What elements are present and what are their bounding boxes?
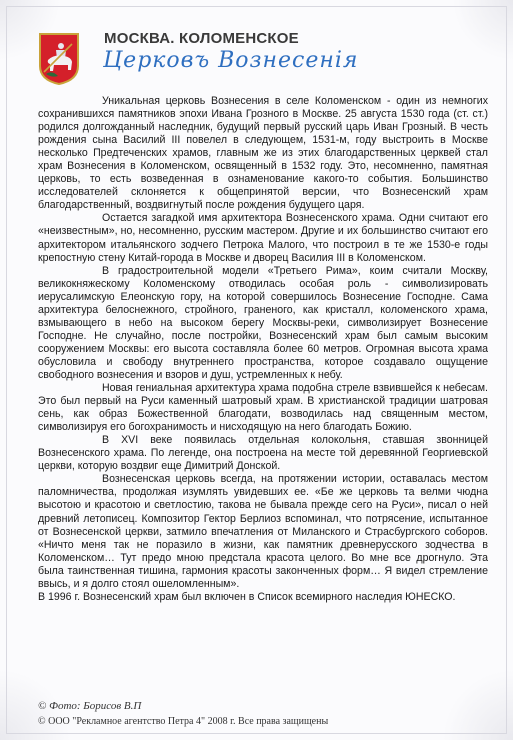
paragraph-2: Остается загадкой имя архитектора Вознесенского храма. Одни считают его «неизвестным», но, несомненно, русским мастером. Другие и их большинство считают его архитектором итальянского зодчего Петрока Малого, что построил в те же 1530-е годы крепостную стену Китай-города в Москве и дворец Василия III в Коломенском. bbox=[38, 212, 488, 264]
church-title: Церковъ Вознесенія bbox=[103, 48, 359, 73]
photo-credit: © Фото: Борисов В.П bbox=[38, 700, 142, 712]
paragraph-1: Уникальная церковь Вознесения в селе Коломенском - один из немногих сохранившихся памятников эпохи Ивана Грозного в Москве. 25 августа 1530 года (ст. ст.) родился долгожданный наследник, будущий первый русский царь Иван Грозный. В честь рождения сына Василий III повелел в следующем, 1531-м, году выстроить в Москве несколько Предтеченских храмов, главным же из этих благодарственных церквей стал храм Вознесения в Коломенском, освященный в 1532 году. Это, несомненно, памятная церковь, то есть возведенная в ознаменование какого-то события. Большинство исследователей склоняется к общепринятой версии, что Вознесенский храм благодарственный, воздвигнутый после рождения будущего царя. bbox=[38, 95, 488, 212]
city-heading: МОСКВА. КОЛОМЕНСКОЕ bbox=[104, 30, 299, 47]
paragraph-3: В градостроительной модели «Третьего Рима», коим считали Москву, великокняжескому Коломенскому отводилась особая роль - символизировать иерусалимскую Елеонскую гору, на которой совершилось Вознесение Господне. Сама архитектура белоснежного, стройного, граненого, как кристалл, коломенского храма, взмывающего в небо на высоком берегу Москвы-реки, символизирует Вознесение Господне. Не случайно, после постройки, Вознесенский храм был самым высоким сооружением Москвы: его высота составляла более 60 метров. Огромная высота храма обусловила и свободу внутреннего пространства, которое создавало ощущение свободного вознесения и взоров и душ, устремленных к небу. bbox=[38, 264, 488, 381]
article-body bbox=[38, 95, 488, 604]
copyright-line: © ООО "Рекламное агентство Петра 4" 2008 г. Все права защищены bbox=[38, 716, 329, 727]
paragraph-5: В XVI веке появилась отдельная колокольня, ставшая звонницей Вознесенского храма. По легенде, она построена на месте той деревянной Георгиевской церкви, которую воздвиг еще Димитрий Донской. bbox=[38, 434, 488, 473]
paragraph-7: В 1996 г. Вознесенский храм был включен в Список всемирного наследия ЮНЕСКО. bbox=[38, 590, 456, 603]
paragraph-4: Новая гениальная архитектура храма подобна стреле взвившейся к небесам. Это был первый на Руси каменный шатровый храм. В христианской традиции шатровая сень, как образ Божественной благодати, возводилась над священным местом, символизируя его богохранимость и нисходящую на него благодать Божию. bbox=[38, 382, 488, 434]
moscow-coat-of-arms-icon bbox=[38, 32, 80, 86]
paragraph-6: Вознесенская церковь всегда, на протяжении истории, оставалась местом паломничества, продолжая изумлять увидевших ее. «Бе же церковь та велми чюдна высотою и красотою и светлостию, такова не бывала прежде сего на Руси», писал о ней древний летописец. Композитор Гектор Берлиоз вспоминал, что потрясение, испытанное от Вознесенской церкви, затмило впечатления от Миланского и Страсбургского соборов. «Ничто меня так не поразило в жизни, как памятник древнерусского зодчества в Коломенском… Тут предо мною предстала красота целого. Во мне все дрогнуло. Эта была таинственная тишина, гармония красоты законченных форм… Я видел стремление ввысь, и я долго стоял ошеломленным». bbox=[38, 473, 488, 590]
